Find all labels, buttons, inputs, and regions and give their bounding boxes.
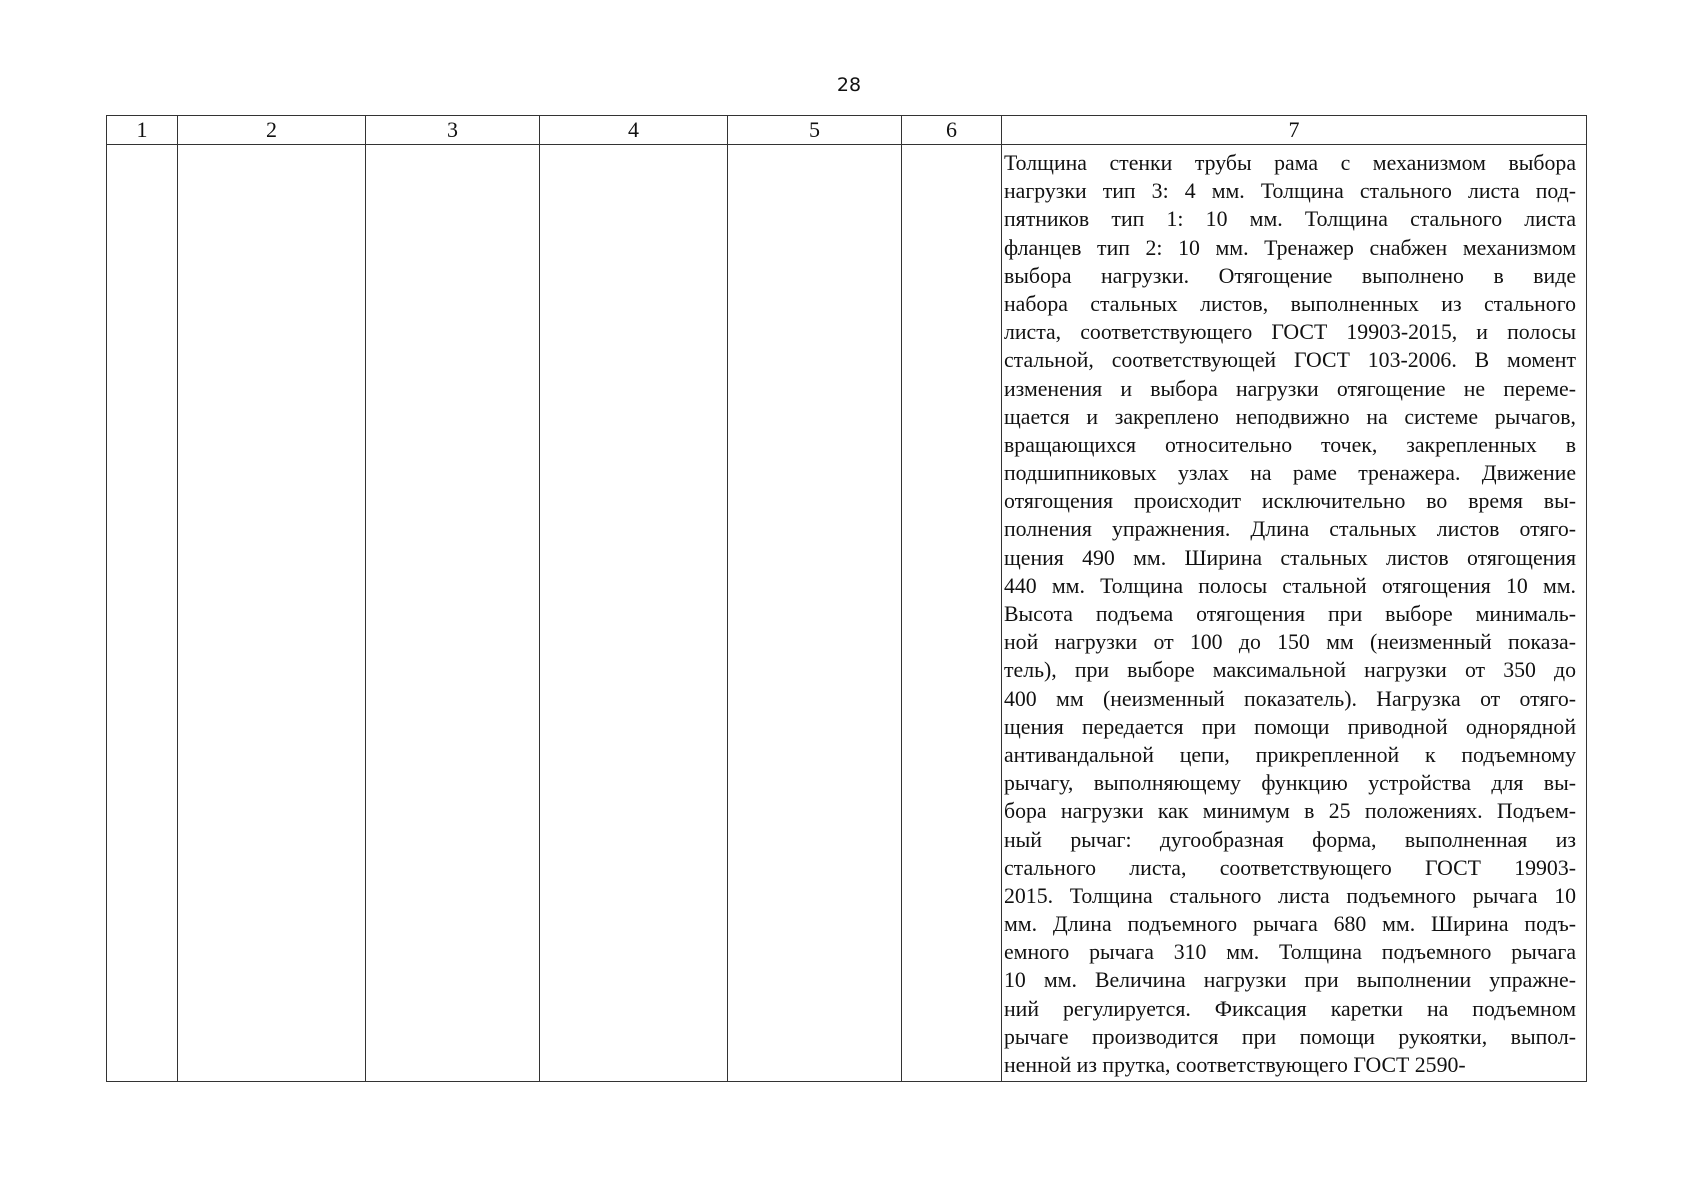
description-line: набора стальных листов, выполненных из стального bbox=[1004, 291, 1576, 316]
description-line: бора нагрузки как минимум в 25 положениях. Подъем- bbox=[1004, 799, 1576, 824]
table-cell-col3 bbox=[366, 145, 540, 1082]
description-line: вращающихся относительно точек, закрепленных в bbox=[1004, 432, 1576, 457]
description-line: отягощения происходит исключительно во время вы- bbox=[1004, 489, 1576, 514]
description-line: ной нагрузки от 100 до 150 мм (неизменный показа- bbox=[1004, 630, 1576, 655]
description-line: щения 490 мм. Ширина стальных листов отягощения bbox=[1004, 545, 1576, 570]
description-line: выбора нагрузки. Отягощение выполнено в виде bbox=[1004, 263, 1576, 288]
description-line: ний регулируется. Фиксация каретки на подъемном bbox=[1004, 996, 1576, 1021]
table-cell-col6 bbox=[902, 145, 1002, 1082]
description-line: подшипниковых узлах на раме тренажера. Движение bbox=[1004, 461, 1576, 486]
description-line: 440 мм. Толщина полосы стальной отягощения 10 мм. bbox=[1004, 573, 1576, 598]
description-line: пятников тип 1: 10 мм. Толщина стального листа bbox=[1004, 207, 1576, 232]
column-header-7: 7 bbox=[1002, 116, 1587, 145]
table-header-row bbox=[107, 116, 1587, 145]
description-line: изменения и выбора нагрузки отягощение не переме- bbox=[1004, 376, 1576, 401]
column-header-4: 4 bbox=[540, 116, 728, 145]
table-cell-description bbox=[1002, 145, 1587, 1082]
table-cell-col4 bbox=[540, 145, 728, 1082]
table-cell-col2 bbox=[178, 145, 366, 1082]
description-line: стального листа, соответствующего ГОСТ 19903- bbox=[1004, 855, 1576, 880]
description-line: 10 мм. Величина нагрузки при выполнении упражне- bbox=[1004, 968, 1576, 993]
description-line: щения передается при помощи приводной однорядной bbox=[1004, 714, 1576, 739]
column-header-1: 1 bbox=[107, 116, 178, 145]
column-header-3: 3 bbox=[366, 116, 540, 145]
page-number: 28 bbox=[836, 74, 862, 96]
column-header-5: 5 bbox=[728, 116, 902, 145]
description-line: 2015. Толщина стального листа подъемного рычага 10 bbox=[1004, 883, 1576, 908]
description-line: мм. Длина подъемного рычага 680 мм. Ширина подъ- bbox=[1004, 912, 1576, 937]
description-line: нагрузки тип 3: 4 мм. Толщина стального листа под- bbox=[1004, 179, 1576, 204]
table-row bbox=[107, 145, 1587, 1082]
description-line: стальной, соответствующей ГОСТ 103-2006. В момент bbox=[1004, 348, 1576, 373]
description-line: полнения упражнения. Длина стальных листов отяго- bbox=[1004, 517, 1576, 542]
description-line: Высота подъема отягощения при выборе минималь- bbox=[1004, 602, 1576, 626]
description-line: рычагу, выполняющему функцию устройства для вы- bbox=[1004, 771, 1576, 796]
description-line: Толщина стенки трубы рама с механизмом выбора bbox=[1004, 151, 1576, 175]
description-line: фланцев тип 2: 10 мм. Тренажер снабжен механизмом bbox=[1004, 235, 1576, 260]
column-header-6: 6 bbox=[902, 116, 1002, 145]
description-line: емного рычага 310 мм. Толщина подъемного рычага bbox=[1004, 940, 1576, 965]
specification-table bbox=[106, 115, 1587, 1082]
description-line: ный рычаг: дугообразная форма, выполненная из bbox=[1004, 827, 1576, 852]
description-line: антивандальной цепи, прикрепленной к подъемному bbox=[1004, 742, 1576, 767]
description-line: щается и закреплено неподвижно на системе рычагов, bbox=[1004, 404, 1576, 429]
description-line: листа, соответствующего ГОСТ 19903-2015, и полосы bbox=[1004, 320, 1576, 345]
table-cell-col5 bbox=[728, 145, 902, 1082]
table-cell-col1 bbox=[107, 145, 178, 1082]
description-line: ненной из прутка, соответствующего ГОСТ 2590- bbox=[1004, 1053, 1466, 1077]
description-line: тель), при выборе максимальной нагрузки от 350 до bbox=[1004, 658, 1576, 683]
column-header-2: 2 bbox=[178, 116, 366, 145]
description-line: рычаге производится при помощи рукоятки, выпол- bbox=[1004, 1024, 1576, 1049]
description-line: 400 мм (неизменный показатель). Нагрузка от отяго- bbox=[1004, 686, 1576, 711]
